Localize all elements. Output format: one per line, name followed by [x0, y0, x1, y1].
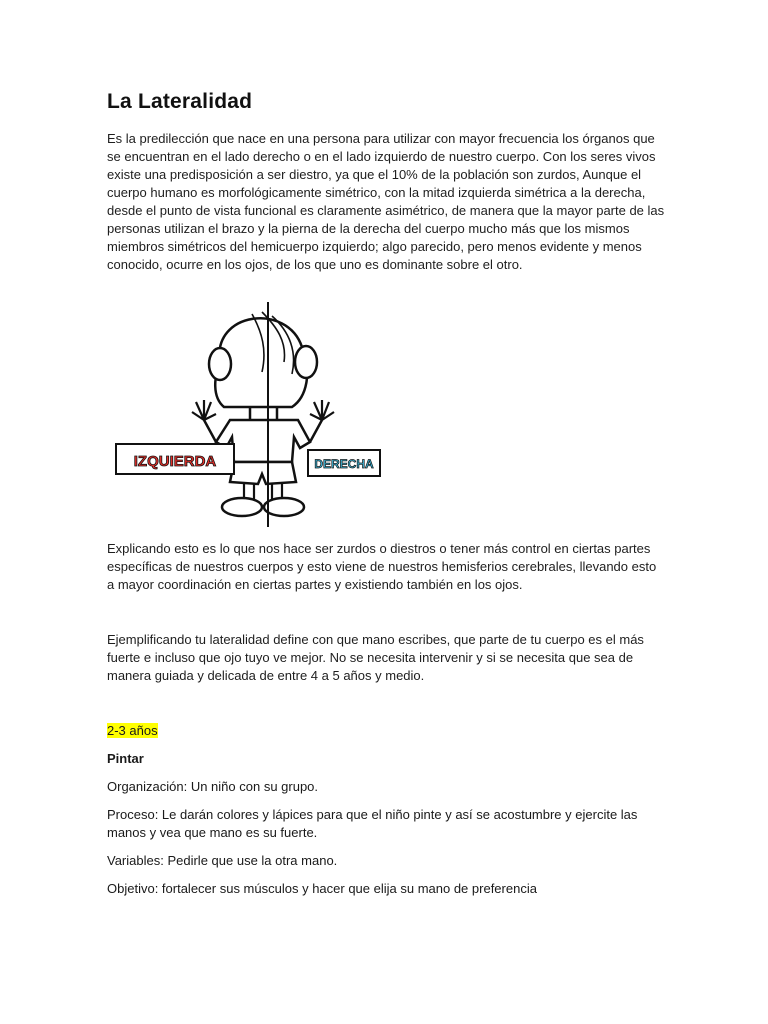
left-hand: [192, 400, 216, 420]
right-label-text: DERECHA: [314, 457, 374, 471]
activity-variables: Variables: Pedirle que use la otra mano.: [107, 853, 338, 868]
laterality-illustration: [112, 302, 392, 532]
child-shorts: [230, 462, 296, 484]
left-shoe: [222, 498, 262, 516]
activity-objective: Objetivo: fortalecer sus músculos y hacer que elija su mano de preferencia: [107, 881, 537, 896]
left-ear: [209, 348, 231, 380]
left-arm: [204, 420, 216, 442]
activity-organization: Organización: Un niño con su grupo.: [107, 779, 319, 794]
right-hand: [310, 400, 334, 420]
right-ear: [295, 346, 317, 378]
explanation-paragraph: Explicando esto es lo que nos hace ser zurdos o diestros o tener más control en ciertas partes específicas de nuestros cuerpos y esto viene de nuestros hemisferios cerebrales, llevando esto a mayor coordinación en ciertas partes y existiendo también en los ojos.: [107, 541, 657, 592]
child-neck: [250, 407, 277, 420]
intro-paragraph: Es la predilección que nace en una persona para utilizar con mayor frecuencia los órganos que se encuentran en el lado derecho o en el lado izquierdo de nuestro cuerpo. Con los seres vivos existe una predisposición a ser diestro, ya que el 10% de la población son zurdos, Aunque el cuerpo humano es morfológicamente simétrico, con la mitad izquierda simétrica a la derecha, desde el punto de vista funcional es claramente asimétrico, de manera que la mayor parte de las personas utilizan el brazo y la pierna de la derecha del cuerpo mucho más que los mismos miembros simétricos del hemicuerpo izquierdo; algo parecido, pero menos evidente y menos conocido, ocurre en los ojos, de los que uno es dominante sobre el otro.: [107, 131, 665, 272]
right-arm: [310, 420, 322, 442]
document-title: La Lateralidad: [107, 90, 253, 113]
age-range-highlight: 2-3 años: [107, 723, 158, 738]
activity-name: Pintar: [107, 751, 144, 766]
right-shoe: [264, 498, 304, 516]
left-label-text: IZQUIERDA: [133, 453, 217, 470]
activity-process: Proceso: Le darán colores y lápices para que el niño pinte y así se acostumbre y ejercite las manos y vea que mano es su fuerte.: [107, 807, 638, 840]
example-paragraph: Ejemplificando tu lateralidad define con que mano escribes, que parte de tu cuerpo es el más fuerte e incluso que ojo tuyo ve mejor. No se necesita intervenir y si se necesita que sea de manera guiada y delicada de entre 4 a 5 años y medio.: [107, 632, 644, 683]
age-range-heading: [107, 722, 158, 740]
